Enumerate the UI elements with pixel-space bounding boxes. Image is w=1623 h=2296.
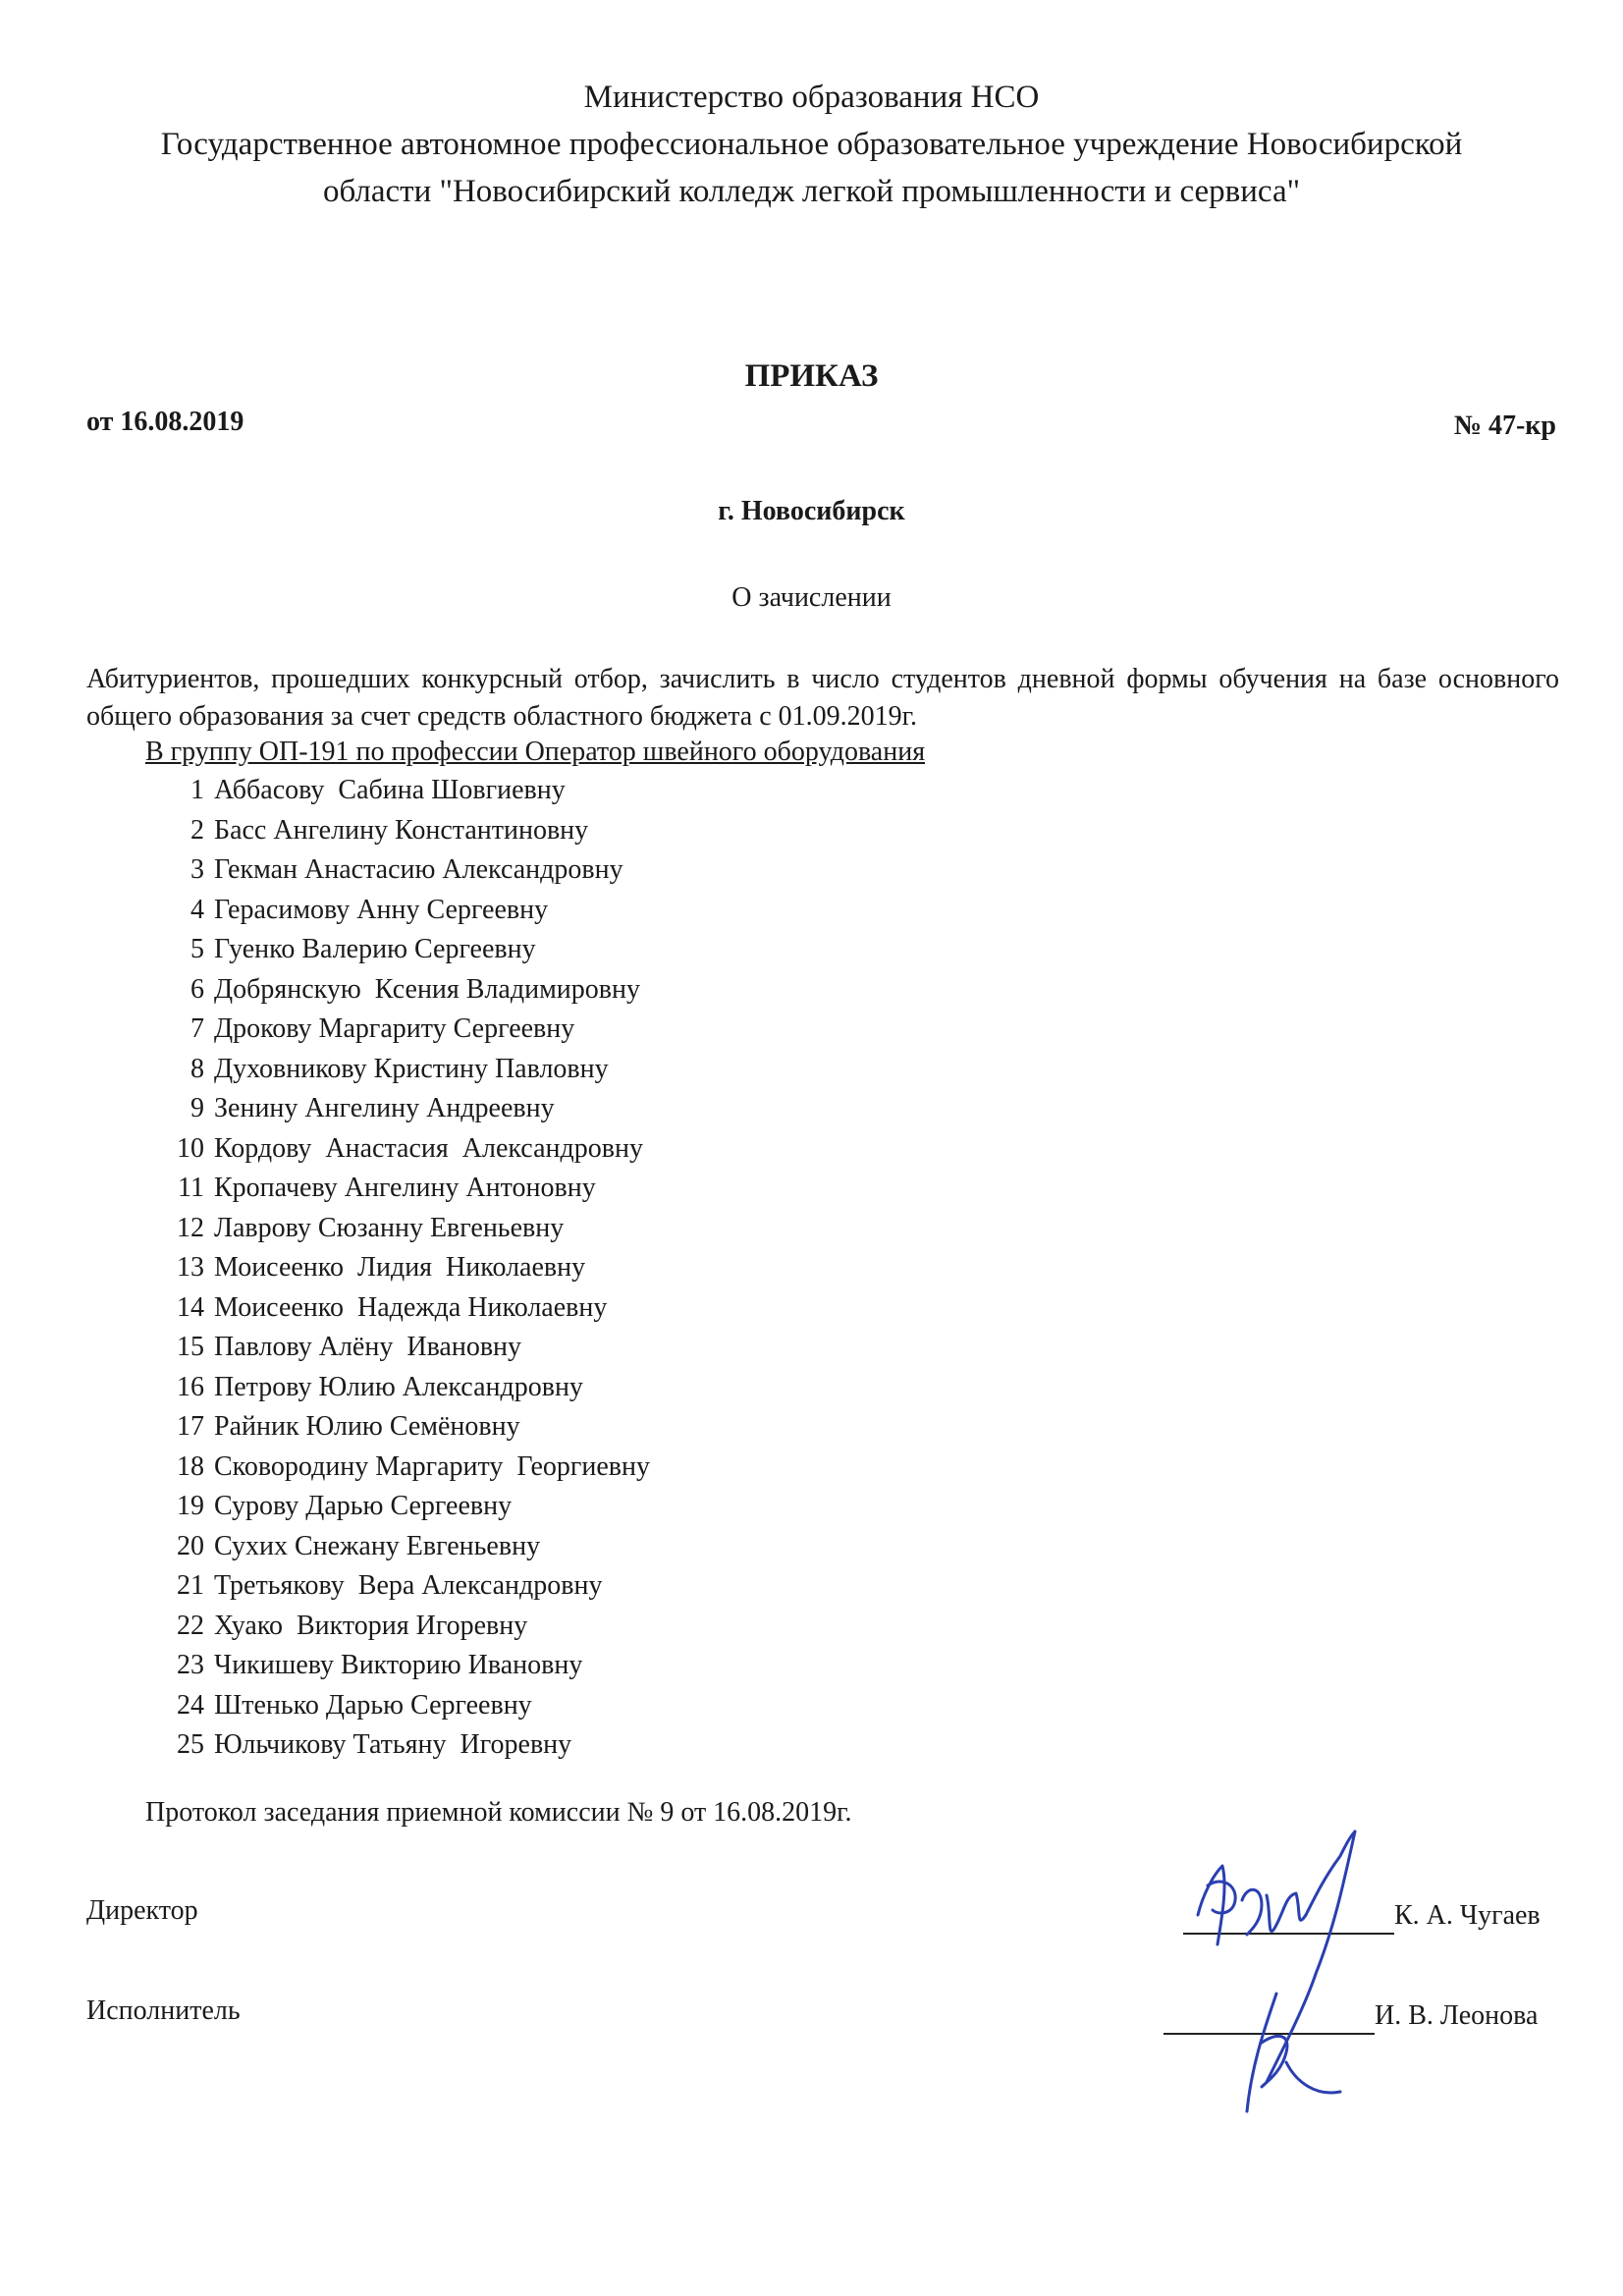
student-item [157,811,650,851]
student-name: Лаврову Сюзанну Евгеньевну [214,1212,565,1243]
director-title: Директор [86,1895,198,1926]
group-heading: В группу ОП-191 по профессии Оператор швейного оборудования [145,737,926,767]
institution-line-2: области "Новосибирский колледж легкой промышленности и сервиса" [322,174,1301,209]
student-name: Гуенко Валерию Сергеевну [214,934,536,964]
student-name: Чикишеву Викторию Ивановну [214,1650,583,1680]
student-number: 3 [190,854,204,885]
student-name: Райник Юлию Семёновну [214,1411,520,1442]
student-number: 6 [190,973,204,1005]
student-item [157,850,650,891]
student-number: 9 [190,1093,204,1123]
student-name: Кордову Анастасия Александровну [214,1132,643,1164]
student-number: 1 [190,775,204,805]
student-item [157,1448,650,1488]
student-item [157,1725,650,1766]
student-number: 12 [177,1212,204,1243]
student-item [157,1288,650,1329]
student-number: 24 [177,1689,204,1721]
student-name: Штенько Дарью Сергеевну [214,1689,532,1721]
student-name: Петрову Юлию Александровну [214,1371,583,1402]
student-number: 14 [177,1291,204,1323]
student-number: 10 [177,1132,204,1164]
student-item [157,1328,650,1368]
student-number: 15 [177,1332,204,1362]
student-name: Моисеенко Лидия Николаевну [214,1252,586,1283]
student-number: 11 [178,1173,204,1203]
student-name: Духовникову Кристину Павловну [214,1053,609,1084]
student-item [157,1010,650,1050]
order-title: ПРИКАЗ [744,358,879,394]
student-item [157,1407,650,1448]
student-number: 17 [177,1411,204,1442]
student-name: Басс Ангелину Константиновну [214,814,589,846]
student-item [157,1646,650,1686]
student-item [157,1169,650,1209]
student-item [157,771,650,811]
student-number: 7 [190,1013,204,1044]
student-name: Третьякову Вера Александровну [214,1570,603,1601]
student-number: 19 [177,1491,204,1521]
student-name: Хуако Виктория Игоревну [214,1610,528,1641]
student-item [157,1686,650,1726]
student-name: Павлову Алёну Ивановну [214,1332,522,1362]
student-number: 23 [177,1650,204,1680]
student-name: Кропачеву Ангелину Антоновну [214,1173,596,1203]
student-name: Герасимову Анну Сергеевну [214,894,549,925]
student-name: Добрянскую Ксения Владимировну [214,973,640,1005]
order-number: № 47-кр [1453,410,1556,441]
student-name: Моисеенко Надежда Николаевну [214,1291,608,1323]
student-item [157,1248,650,1288]
student-item [157,1209,650,1249]
student-name: Дрокову Маргариту Сергеевну [214,1013,575,1044]
student-number: 25 [177,1729,204,1760]
order-city: г. Новосибирск [718,496,905,526]
student-name: Сухих Снежану Евгеньевну [214,1530,541,1561]
student-item [157,1607,650,1647]
student-item [157,1527,650,1567]
student-item [157,891,650,931]
student-name: Гекман Анастасию Александровну [214,854,623,885]
student-item [157,1487,650,1527]
director-signature-strokes [1198,1831,1355,2082]
director-signature [1168,1817,1424,2131]
ministry-name: Министерство образования НСО [583,80,1040,115]
student-number: 13 [177,1252,204,1283]
order-date: от 16.08.2019 [86,407,244,437]
student-item [157,970,650,1011]
student-name: Аббасову Сабина Шовгиевну [214,775,566,805]
director-name: К. А. Чугаев [1394,1900,1541,1931]
protocol-note: Протокол заседания приемной комиссии № 9 от 16.08.2019г. [145,1797,852,1828]
executor-name: И. В. Леонова [1375,2000,1539,2031]
student-item [157,930,650,970]
student-name: Сковородину Маргариту Георгиевну [214,1450,650,1482]
enrollment-paragraph: Абитуриентов, прошедших конкурсный отбор, зачислить в число студентов дневной формы обучения на базе основного общего образования за счет средств областного бюджета с 01.09.2019г. [86,664,1559,732]
student-number: 20 [177,1530,204,1561]
student-number: 5 [190,934,204,964]
executor-signature-strokes [1247,1994,1340,2111]
student-number: 4 [190,894,204,925]
student-number: 18 [177,1450,204,1482]
student-list [157,771,650,1766]
student-item [157,1566,650,1607]
student-name: Юльчикову Татьяну Игоревну [214,1729,572,1760]
executor-title: Исполнитель [86,1995,241,2026]
student-item [157,1129,650,1170]
student-name: Сурову Дарью Сергеевну [214,1491,513,1521]
order-subject: О зачислении [731,582,892,613]
student-number: 16 [177,1371,204,1402]
student-number: 22 [177,1610,204,1641]
institution-line-1: Государственное автономное профессиональное образовательное учреждение Новосибирской [160,127,1463,162]
student-number: 2 [190,814,204,846]
student-number: 8 [190,1053,204,1084]
student-item [157,1089,650,1129]
student-item [157,1368,650,1408]
student-item [157,1050,650,1090]
student-number: 21 [177,1570,204,1601]
student-name: Зенину Ангелину Андреевну [214,1093,555,1123]
